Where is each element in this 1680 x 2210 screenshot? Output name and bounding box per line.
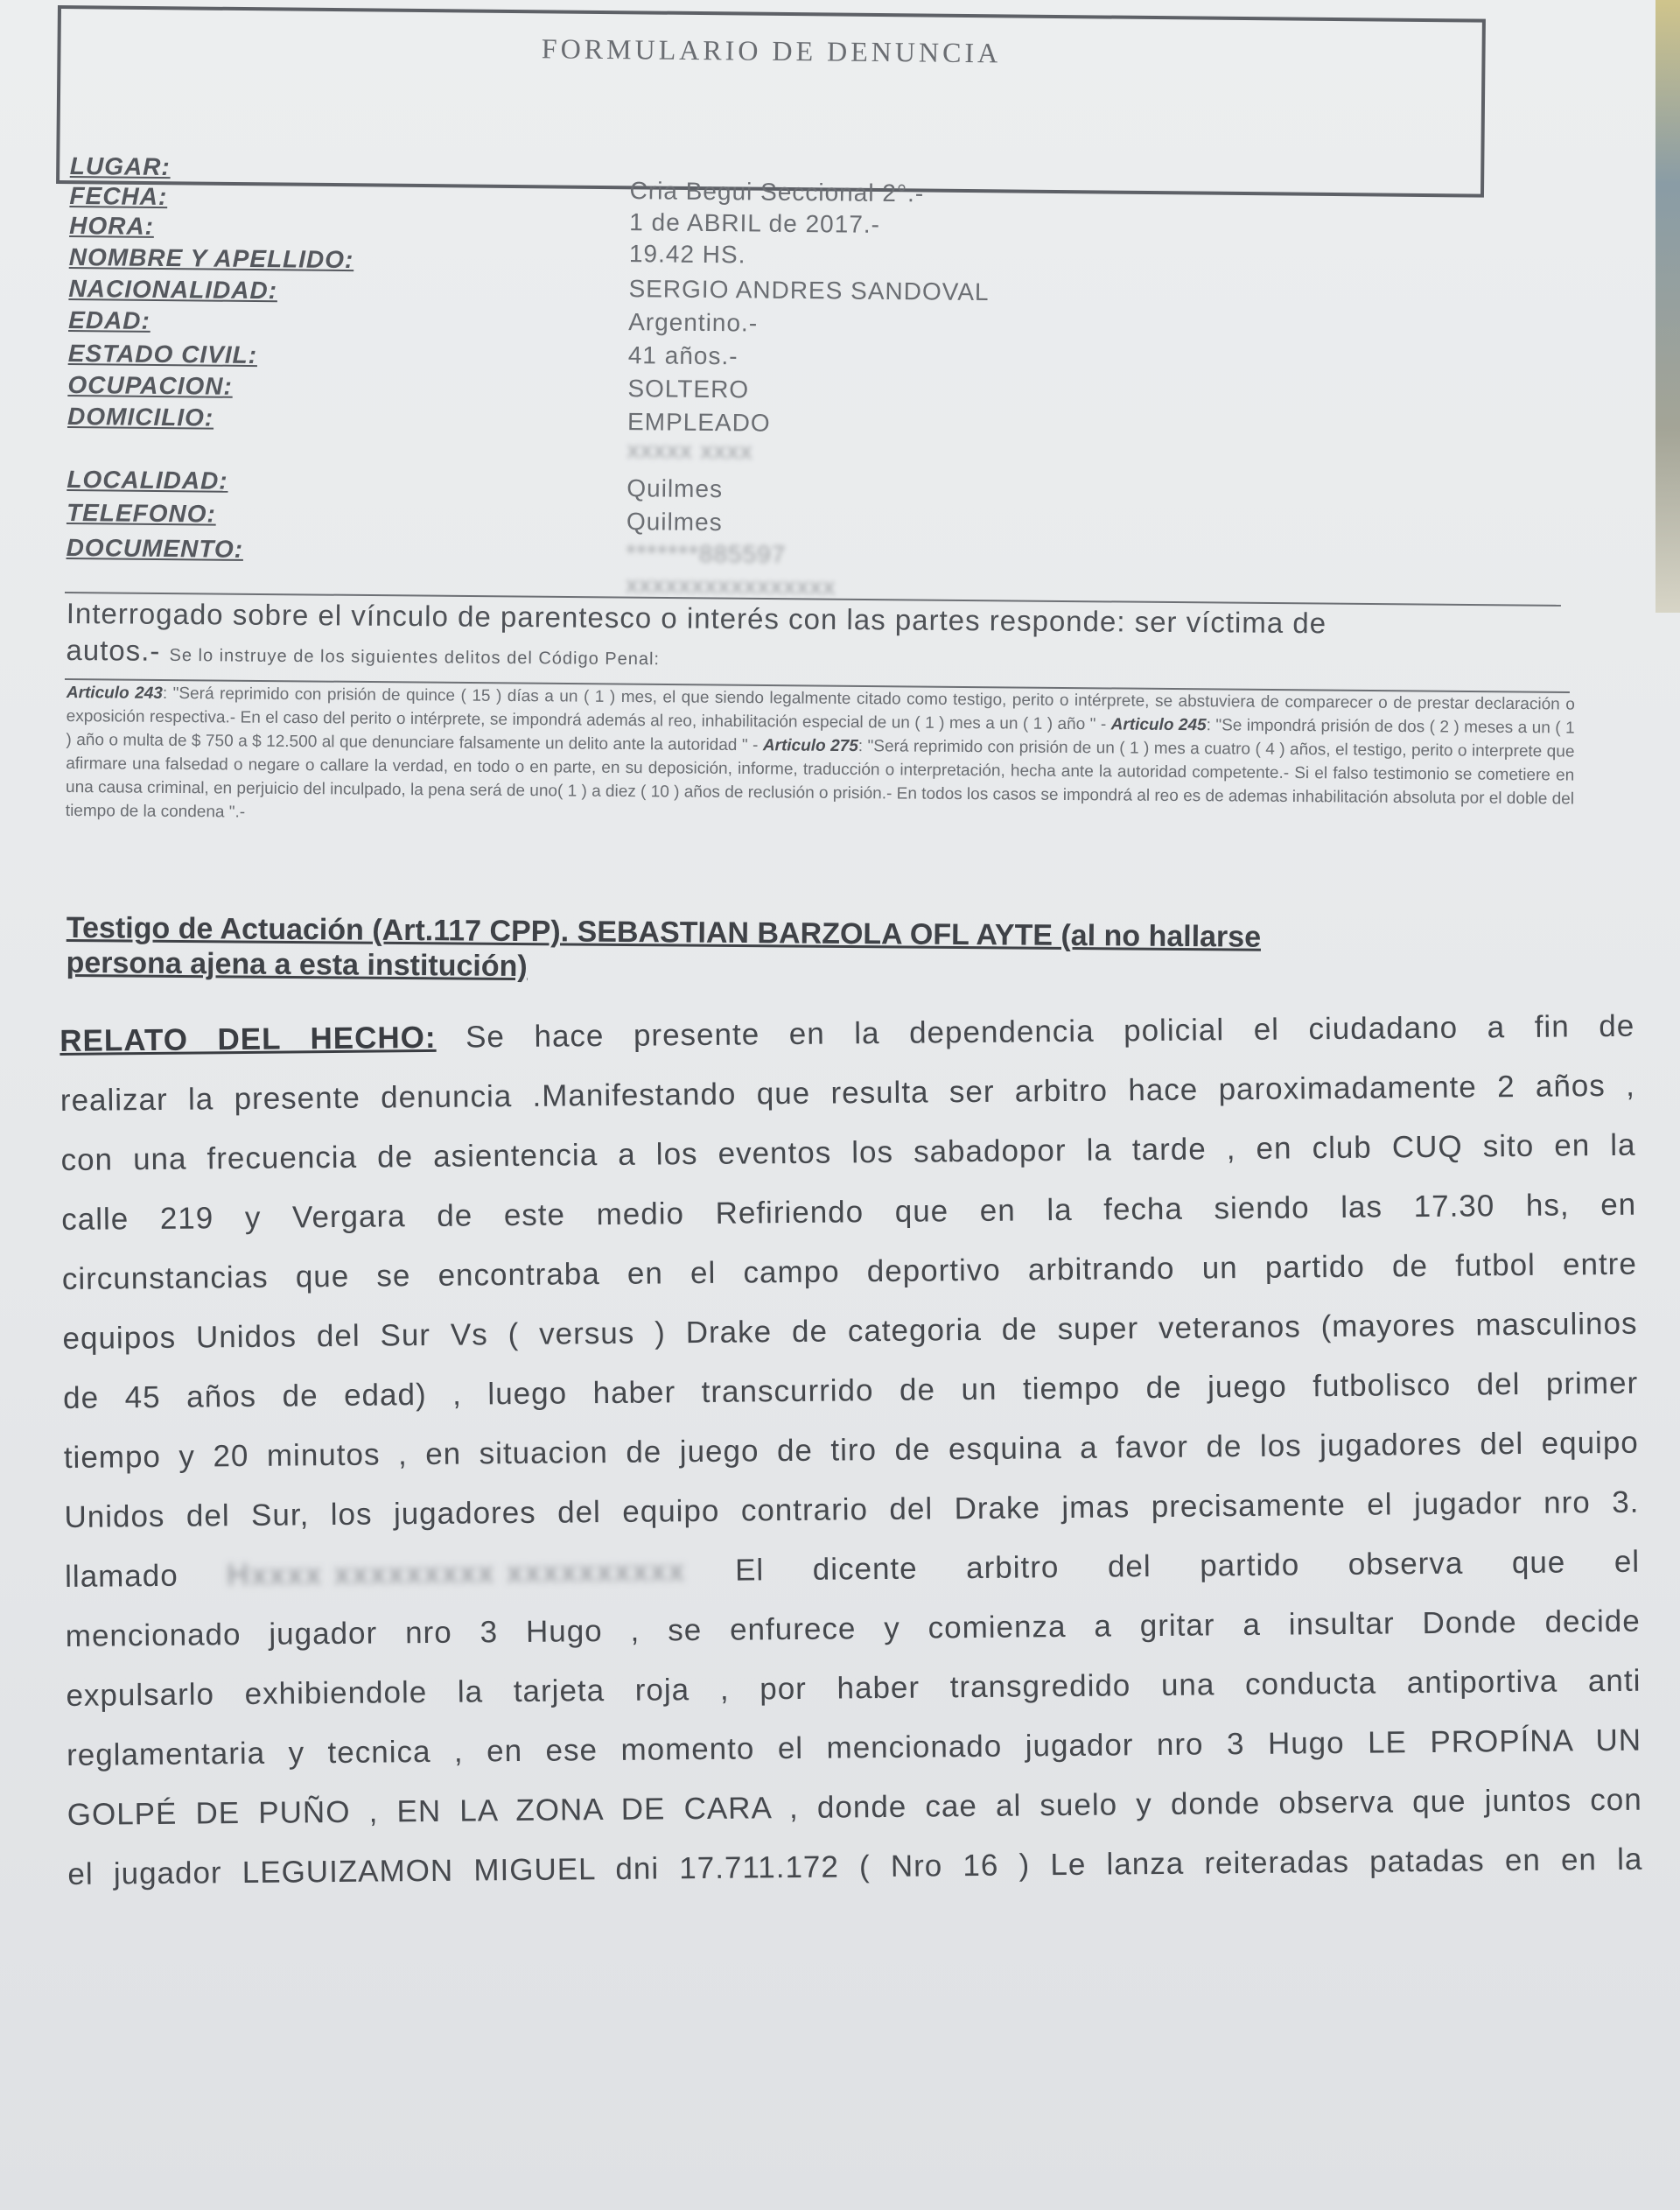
field-label-edad: EDAD: — [68, 305, 150, 334]
relato-line-1 — [60, 1009, 1634, 1059]
field-label-domicilio: DOMICILIO: — [66, 402, 214, 431]
form-fields — [66, 152, 1558, 613]
relato-line-8: tiempo y 20 minutos , en situacion de juego de tiro de esquina a favor de los jugadores del equipo — [63, 1425, 1639, 1475]
relato-line-12: expulsarlo exhibiendole la tarjeta roja , por haber transgredido una conducta antiportiva anti — [66, 1663, 1642, 1713]
field-label-hora: HORA: — [69, 211, 155, 240]
field-value-telefono: Quilmes — [626, 508, 723, 537]
field-label-localidad: LOCALIDAD: — [66, 465, 228, 495]
legal-text — [66, 681, 1575, 835]
relato-line-3: con una frecuencia de asientencia a los eventos los sabadopor la tarde , en club CUQ sito en la — [60, 1127, 1636, 1177]
article-245-text: : "Se impondrá prisión de dos ( 2 ) meses a un ( 1 ) año o multa de $ 750 a $ 12.500 al que denunciare falsamente un delito ante la autoridad " - — [66, 716, 1575, 755]
relato-heading: RELATO DEL HECHO: — [60, 1020, 437, 1058]
field-label-fecha: FECHA: — [69, 181, 168, 211]
relato-line-14: GOLPÉ DE PUÑO , EN LA ZONA DE CARA , donde cae al suelo y donde observa que juntos con — [66, 1782, 1642, 1832]
field-label-estado-civil: ESTADO CIVIL: — [67, 339, 258, 369]
relato-line-4: calle 219 y Vergara de este medio Refiriendo que en la fecha siendo las 17.30 hs, en — [61, 1187, 1637, 1237]
redacted-player-name: Hxxxx xxxxxxxxx xxxxxxxxxx — [227, 1554, 687, 1593]
interrogado-line-1: Interrogado sobre el vínculo de parentesco o interés con las partes responde: ser víctima de — [66, 596, 1327, 640]
field-value-nacionalidad: Argentino.- — [628, 308, 759, 337]
field-value-nombre: SERGIO ANDRES SANDOVAL — [628, 275, 990, 306]
relato-line-1-text: Se hace presente en la dependencia policial el ciudadano a fin de — [465, 1008, 1635, 1055]
field-value-localidad: Quilmes — [626, 474, 724, 503]
article-275-label: Articulo 275 — [762, 736, 858, 756]
legal-articles — [66, 681, 1575, 835]
relato-line-2: realizar la presente denuncia .Manifestando que resulta ser arbitro hace paroximadamente 2 años , — [60, 1068, 1636, 1118]
testigo-line-2: persona ajena a esta institución) — [66, 945, 528, 984]
article-243-label: Articulo 243 — [66, 683, 163, 703]
field-value-domicilio-redacted: xxxxx xxxx — [626, 436, 753, 465]
relato-line-10-b: El dicente arbitro del partido observa que el — [734, 1544, 1641, 1588]
article-245-label: Articulo 245 — [1110, 715, 1207, 735]
field-value-edad: 41 años.- — [627, 341, 738, 370]
interrogado-autos: autos.- — [66, 633, 161, 667]
field-label-documento: DOCUMENTO: — [66, 533, 244, 563]
article-275-text: : "Será reprimido con prisión de un ( 1 ) mes a cuatro ( 4 ) años, el testigo, perito o interprete que afirmare una falsedad o negare o callare la verdad, en todo o en parte, en su deposición, informe, traducción o interpretación, hecha ante la autoridad competente.- Si el falso testimonio se cometiere en una causa criminal, en perjuicio del inculpado, la pena será de uno( 1 ) a diez ( 10 ) años de reclusión o prisión.- En todos los casos se impondrá al reo es de ademas inhabilitación absoluta por el doble del tiempo de la condena ".- — [65, 737, 1575, 822]
interrogado-instruye: Se lo instruye de los siguientes delitos del Código Penal: — [169, 645, 661, 670]
relato-line-10-a: llamado — [64, 1558, 178, 1594]
field-value-estado-civil: SOLTERO — [627, 375, 750, 403]
field-label-lugar: LUGAR: — [69, 152, 171, 181]
field-value-telefono-redacted: *******885597 — [626, 539, 787, 568]
relato-line-15: el jugador LEGUIZAMON MIGUEL dni 17.711.172 ( Nro 16 ) Le lanza reiteradas patadas en en la — [67, 1842, 1643, 1891]
relato-line-7: de 45 años de edad) , luego haber transcurrido de un tiempo de juego futbolisco del primer — [63, 1365, 1639, 1415]
relato-line-10 — [65, 1545, 1640, 1595]
interrogado-block — [66, 595, 1564, 680]
relato-line-11: mencionado jugador nro 3 Hugo , se enfurece y comienza a gritar a insultar Donde decide — [65, 1603, 1641, 1653]
relato-del-hecho — [60, 1000, 1643, 1891]
article-243-text: : "Será reprimido con prisión de quince ( 15 ) días a un ( 1 ) mes, el que siendo legalmente citado como testigo, perito o intérprete, se abstuviera de comparecer o de prestar declaración o exposición respectiva.- En el caso del perito o intérprete, se impondrá además al reo, inhabilitación especial de un ( 1 ) mes a un ( 1 ) año " - — [66, 684, 1575, 734]
field-value-documento-redacted: xxxxxxxxxxxxxxxx — [626, 571, 836, 600]
field-label-nombre: NOMBRE Y APELLIDO: — [68, 242, 354, 274]
relato-line-5: circunstancias que se encontraba en el campo deportivo arbitrando un partido de futbol entre — [61, 1246, 1637, 1296]
background-edge — [1656, 0, 1680, 613]
field-value-ocupacion: EMPLEADO — [626, 408, 771, 437]
field-value-fecha: 1 de ABRIL de 2017.- — [629, 208, 881, 238]
relato-line-6: equipos Unidos del Sur Vs ( versus ) Drake de categoria de super veteranos (mayores masculinos — [62, 1306, 1638, 1356]
testigo-line-1: Testigo de Actuación (Art.117 CPP). SEBASTIAN BARZOLA OFL AYTE (al no hallarse — [66, 911, 1262, 954]
testigo-block — [66, 910, 1572, 993]
field-value-lugar: Cria Begui Seccional 2°.- — [629, 177, 925, 207]
relato-line-13: reglamentaria y tecnica , en ese momento el mencionado jugador nro 3 Hugo LE PROPÍNA UN — [66, 1722, 1642, 1772]
field-label-telefono: TELEFONO: — [66, 498, 216, 528]
form-title: FORMULARIO DE DENUNCIA — [541, 32, 1002, 69]
relato-line-9: Unidos del Sur, los jugadores del equipo contrario del Drake jmas precisamente el jugador nro 3. — [64, 1484, 1640, 1534]
field-value-hora: 19.42 HS. — [628, 240, 746, 269]
field-label-ocupacion: OCUPACION: — [67, 370, 233, 400]
field-label-nacionalidad: NACIONALIDAD: — [68, 274, 278, 305]
